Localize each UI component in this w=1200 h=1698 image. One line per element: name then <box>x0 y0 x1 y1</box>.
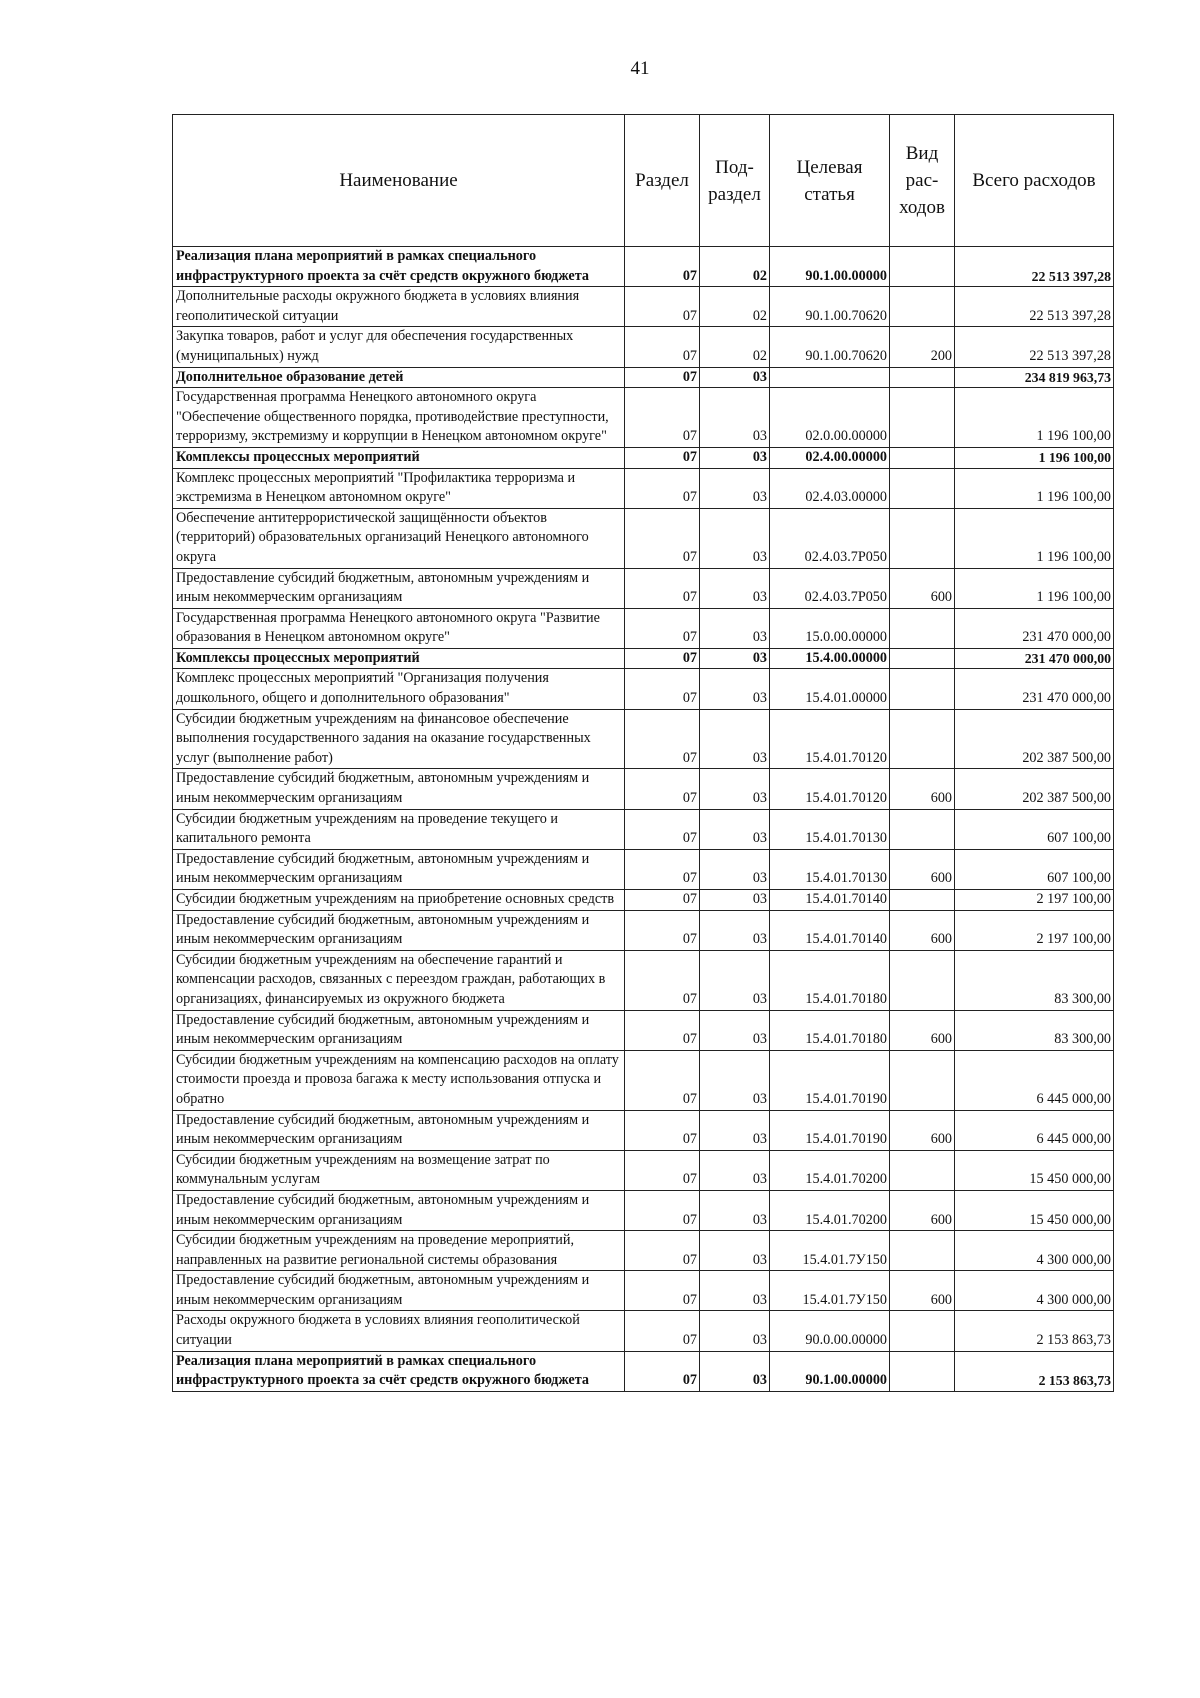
kind-cell <box>890 247 955 287</box>
target-cell: 15.4.01.70140 <box>770 910 890 950</box>
section-cell: 07 <box>625 1150 700 1190</box>
name-cell: Обеспечение антитеррористической защищённости объектов (территорий) образовательных организаций Ненецкого автономного округа <box>173 508 625 568</box>
name-cell: Субсидии бюджетным учреждениям на компенсацию расходов на оплату стоимости проезда и провоза багажа к месту использования отпуска и обратно <box>173 1050 625 1110</box>
kind-cell: 600 <box>890 1010 955 1050</box>
kind-cell <box>890 648 955 669</box>
total-cell: 15 450 000,00 <box>955 1150 1114 1190</box>
name-cell: Предоставление субсидий бюджетным, автономным учреждениям и иным некоммерческим организациям <box>173 1110 625 1150</box>
total-cell: 4 300 000,00 <box>955 1271 1114 1311</box>
total-cell: 607 100,00 <box>955 809 1114 849</box>
name-cell: Предоставление субсидий бюджетным, автономным учреждениям и иным некоммерческим организациям <box>173 1271 625 1311</box>
subsection-cell: 03 <box>700 849 770 889</box>
subsection-cell: 03 <box>700 809 770 849</box>
kind-cell <box>890 388 955 448</box>
table-row <box>173 1150 1114 1190</box>
subsection-cell: 03 <box>700 468 770 508</box>
target-cell: 02.0.00.00000 <box>770 388 890 448</box>
target-cell <box>770 367 890 388</box>
kind-cell <box>890 447 955 468</box>
total-cell: 2 197 100,00 <box>955 890 1114 911</box>
section-cell: 07 <box>625 890 700 911</box>
table-row <box>173 769 1114 809</box>
total-cell: 6 445 000,00 <box>955 1050 1114 1110</box>
subsection-cell: 03 <box>700 648 770 669</box>
name-cell: Закупка товаров, работ и услуг для обеспечения государственных (муниципальных) нужд <box>173 327 625 367</box>
target-cell: 15.4.01.70130 <box>770 849 890 889</box>
kind-cell <box>890 1231 955 1271</box>
section-cell: 07 <box>625 1231 700 1271</box>
target-cell: 15.4.01.70180 <box>770 950 890 1010</box>
table-row <box>173 1050 1114 1110</box>
target-cell: 15.4.00.00000 <box>770 648 890 669</box>
section-cell: 07 <box>625 1010 700 1050</box>
name-cell: Предоставление субсидий бюджетным, автономным учреждениям и иным некоммерческим организациям <box>173 1010 625 1050</box>
kind-cell <box>890 508 955 568</box>
total-cell: 1 196 100,00 <box>955 568 1114 608</box>
subsection-cell: 03 <box>700 568 770 608</box>
header-kind-label-2: рас- <box>905 170 939 191</box>
header-target <box>770 115 890 247</box>
table-row <box>173 568 1114 608</box>
name-cell: Предоставление субсидий бюджетным, автономным учреждениям и иным некоммерческим организациям <box>173 568 625 608</box>
name-cell: Дополнительное образование детей <box>173 367 625 388</box>
subsection-cell: 03 <box>700 1190 770 1230</box>
target-cell: 90.1.00.70620 <box>770 327 890 367</box>
table-header-row <box>173 115 1114 247</box>
target-cell: 15.4.01.70180 <box>770 1010 890 1050</box>
table-row <box>173 910 1114 950</box>
section-cell: 07 <box>625 1050 700 1110</box>
subsection-cell: 03 <box>700 1271 770 1311</box>
total-cell: 202 387 500,00 <box>955 769 1114 809</box>
table-row <box>173 950 1114 1010</box>
subsection-cell: 02 <box>700 247 770 287</box>
total-cell: 231 470 000,00 <box>955 608 1114 648</box>
section-cell: 07 <box>625 1110 700 1150</box>
table-row <box>173 608 1114 648</box>
kind-cell <box>890 608 955 648</box>
kind-cell: 600 <box>890 849 955 889</box>
section-cell: 07 <box>625 809 700 849</box>
target-cell: 15.4.01.70120 <box>770 709 890 769</box>
name-cell: Дополнительные расходы окружного бюджета в условиях влияния геополитической ситуации <box>173 287 625 327</box>
kind-cell <box>890 287 955 327</box>
header-total <box>955 115 1114 247</box>
section-cell: 07 <box>625 287 700 327</box>
target-cell: 15.4.01.00000 <box>770 669 890 709</box>
header-name <box>173 115 625 247</box>
table-row <box>173 327 1114 367</box>
header-name-label: Наименование <box>339 170 458 191</box>
kind-cell <box>890 1351 955 1391</box>
subsection-cell: 03 <box>700 367 770 388</box>
total-cell: 1 196 100,00 <box>955 388 1114 448</box>
total-cell: 22 513 397,28 <box>955 287 1114 327</box>
subsection-cell: 03 <box>700 709 770 769</box>
kind-cell <box>890 669 955 709</box>
section-cell: 07 <box>625 247 700 287</box>
total-cell: 1 196 100,00 <box>955 468 1114 508</box>
name-cell: Субсидии бюджетным учреждениям на проведение мероприятий, направленных на развитие региональной системы образования <box>173 1231 625 1271</box>
kind-cell: 600 <box>890 910 955 950</box>
subsection-cell: 03 <box>700 1231 770 1271</box>
table-row <box>173 1110 1114 1150</box>
header-target-label-1: Целевая <box>796 156 863 178</box>
target-cell: 15.4.01.70190 <box>770 1110 890 1150</box>
table-row <box>173 247 1114 287</box>
budget-table <box>172 114 1114 1392</box>
kind-cell <box>890 1311 955 1351</box>
subsection-cell: 03 <box>700 608 770 648</box>
table-row <box>173 648 1114 669</box>
section-cell: 07 <box>625 1271 700 1311</box>
table-row <box>173 388 1114 448</box>
table-row <box>173 849 1114 889</box>
section-cell: 07 <box>625 1190 700 1230</box>
target-cell: 02.4.03.7Р050 <box>770 568 890 608</box>
subsection-cell: 03 <box>700 1110 770 1150</box>
section-cell: 07 <box>625 568 700 608</box>
subsection-cell: 03 <box>700 1050 770 1110</box>
section-cell: 07 <box>625 669 700 709</box>
name-cell: Комплекс процессных мероприятий "Организация получения дошкольного, общего и дополнительного образования" <box>173 669 625 709</box>
table-row <box>173 287 1114 327</box>
total-cell: 22 513 397,28 <box>955 247 1114 287</box>
total-cell: 2 153 863,73 <box>955 1351 1114 1391</box>
kind-cell: 600 <box>890 1271 955 1311</box>
target-cell: 90.1.00.70620 <box>770 287 890 327</box>
kind-cell <box>890 890 955 911</box>
name-cell: Реализация плана мероприятий в рамках специального инфраструктурного проекта за счёт средств окружного бюджета <box>173 247 625 287</box>
target-cell: 02.4.03.00000 <box>770 468 890 508</box>
name-cell: Комплекс процессных мероприятий "Профилактика терроризма и экстремизма в Ненецком автономном округе" <box>173 468 625 508</box>
name-cell: Реализация плана мероприятий в рамках специального инфраструктурного проекта за счёт средств окружного бюджета <box>173 1351 625 1391</box>
table-row <box>173 1231 1114 1271</box>
section-cell: 07 <box>625 950 700 1010</box>
section-cell: 07 <box>625 709 700 769</box>
total-cell: 83 300,00 <box>955 950 1114 1010</box>
subsection-cell: 03 <box>700 447 770 468</box>
total-cell: 234 819 963,73 <box>955 367 1114 388</box>
subsection-cell: 03 <box>700 1010 770 1050</box>
kind-cell <box>890 809 955 849</box>
subsection-cell: 03 <box>700 950 770 1010</box>
subsection-cell: 03 <box>700 1311 770 1351</box>
name-cell: Расходы окружного бюджета в условиях влияния геополитической ситуации <box>173 1311 625 1351</box>
name-cell: Комплексы процессных мероприятий <box>173 648 625 669</box>
table-row <box>173 508 1114 568</box>
header-section-label: Раздел <box>635 170 689 191</box>
table-row <box>173 367 1114 388</box>
header-subsection-label-1: Под- <box>715 156 754 178</box>
kind-cell: 600 <box>890 1110 955 1150</box>
target-cell: 90.1.00.00000 <box>770 247 890 287</box>
subsection-cell: 03 <box>700 769 770 809</box>
table-row <box>173 890 1114 911</box>
section-cell: 07 <box>625 508 700 568</box>
subsection-cell: 03 <box>700 910 770 950</box>
section-cell: 07 <box>625 910 700 950</box>
header-subsection-label-2: раздел <box>708 183 761 205</box>
target-cell: 15.4.01.70190 <box>770 1050 890 1110</box>
table-row <box>173 709 1114 769</box>
target-cell: 15.0.00.00000 <box>770 608 890 648</box>
header-section <box>625 115 700 247</box>
section-cell: 07 <box>625 1311 700 1351</box>
total-cell: 2 153 863,73 <box>955 1311 1114 1351</box>
table-body <box>173 247 1114 1392</box>
table-row <box>173 447 1114 468</box>
total-cell: 6 445 000,00 <box>955 1110 1114 1150</box>
page-number: 41 <box>630 58 650 79</box>
kind-cell: 600 <box>890 769 955 809</box>
header-kind <box>890 115 955 247</box>
section-cell: 07 <box>625 648 700 669</box>
total-cell: 1 196 100,00 <box>955 447 1114 468</box>
total-cell: 15 450 000,00 <box>955 1190 1114 1230</box>
kind-cell <box>890 1150 955 1190</box>
name-cell: Предоставление субсидий бюджетным, автономным учреждениям и иным некоммерческим организациям <box>173 769 625 809</box>
total-cell: 231 470 000,00 <box>955 648 1114 669</box>
table-row <box>173 1311 1114 1351</box>
subsection-cell: 03 <box>700 1150 770 1190</box>
total-cell: 202 387 500,00 <box>955 709 1114 769</box>
subsection-cell: 03 <box>700 508 770 568</box>
total-cell: 1 196 100,00 <box>955 508 1114 568</box>
section-cell: 07 <box>625 388 700 448</box>
header-kind-label-1: Вид <box>905 143 939 164</box>
target-cell: 02.4.03.7Р050 <box>770 508 890 568</box>
target-cell: 15.4.01.70120 <box>770 769 890 809</box>
target-cell: 15.4.01.7У150 <box>770 1271 890 1311</box>
name-cell: Субсидии бюджетным учреждениям на обеспечение гарантий и компенсации расходов, связанных с переездом граждан, работающих в организациях, финансируемых из окружного бюджета <box>173 950 625 1010</box>
header-total-label: Всего расходов <box>972 170 1096 191</box>
header-target-label-2: статья <box>804 183 855 205</box>
kind-cell <box>890 1050 955 1110</box>
table-row <box>173 1351 1114 1391</box>
total-cell: 4 300 000,00 <box>955 1231 1114 1271</box>
total-cell: 83 300,00 <box>955 1010 1114 1050</box>
target-cell: 15.4.01.70200 <box>770 1190 890 1230</box>
name-cell: Субсидии бюджетным учреждениям на проведение текущего и капитального ремонта <box>173 809 625 849</box>
total-cell: 2 197 100,00 <box>955 910 1114 950</box>
table-row <box>173 809 1114 849</box>
subsection-cell: 03 <box>700 669 770 709</box>
total-cell: 22 513 397,28 <box>955 327 1114 367</box>
section-cell: 07 <box>625 769 700 809</box>
kind-cell <box>890 468 955 508</box>
target-cell: 02.4.00.00000 <box>770 447 890 468</box>
table-row <box>173 468 1114 508</box>
target-cell: 15.4.01.70200 <box>770 1150 890 1190</box>
name-cell: Субсидии бюджетным учреждениям на возмещение затрат по коммунальным услугам <box>173 1150 625 1190</box>
name-cell: Комплексы процессных мероприятий <box>173 447 625 468</box>
name-cell: Государственная программа Ненецкого автономного округа "Обеспечение общественного порядка, противодействие преступности, терроризму, экстремизму и коррупции в Ненецком автономном округе" <box>173 388 625 448</box>
target-cell: 15.4.01.70130 <box>770 809 890 849</box>
subsection-cell: 03 <box>700 388 770 448</box>
subsection-cell: 02 <box>700 287 770 327</box>
target-cell: 15.4.01.70140 <box>770 890 890 911</box>
header-subsection <box>700 115 770 247</box>
name-cell: Государственная программа Ненецкого автономного округа "Развитие образования в Ненецком автономном округе" <box>173 608 625 648</box>
table-row <box>173 1271 1114 1311</box>
section-cell: 07 <box>625 849 700 889</box>
table-row <box>173 669 1114 709</box>
name-cell: Субсидии бюджетным учреждениям на приобретение основных средств <box>173 890 625 911</box>
total-cell: 607 100,00 <box>955 849 1114 889</box>
name-cell: Субсидии бюджетным учреждениям на финансовое обеспечение выполнения государственного задания на оказание государственных услуг (выполнение работ) <box>173 709 625 769</box>
kind-cell: 600 <box>890 1190 955 1230</box>
kind-cell <box>890 950 955 1010</box>
target-cell: 90.0.00.00000 <box>770 1311 890 1351</box>
section-cell: 07 <box>625 367 700 388</box>
kind-cell: 600 <box>890 568 955 608</box>
kind-cell <box>890 709 955 769</box>
name-cell: Предоставление субсидий бюджетным, автономным учреждениям и иным некоммерческим организациям <box>173 1190 625 1230</box>
section-cell: 07 <box>625 327 700 367</box>
name-cell: Предоставление субсидий бюджетным, автономным учреждениям и иным некоммерческим организациям <box>173 910 625 950</box>
table-row <box>173 1190 1114 1230</box>
section-cell: 07 <box>625 447 700 468</box>
section-cell: 07 <box>625 468 700 508</box>
section-cell: 07 <box>625 1351 700 1391</box>
kind-cell <box>890 367 955 388</box>
target-cell: 90.1.00.00000 <box>770 1351 890 1391</box>
name-cell: Предоставление субсидий бюджетным, автономным учреждениям и иным некоммерческим организациям <box>173 849 625 889</box>
table-row <box>173 1010 1114 1050</box>
section-cell: 07 <box>625 608 700 648</box>
header-kind-label-3: ходов <box>899 197 945 218</box>
subsection-cell: 03 <box>700 1351 770 1391</box>
subsection-cell: 02 <box>700 327 770 367</box>
target-cell: 15.4.01.7У150 <box>770 1231 890 1271</box>
total-cell: 231 470 000,00 <box>955 669 1114 709</box>
kind-cell: 200 <box>890 327 955 367</box>
subsection-cell: 03 <box>700 890 770 911</box>
